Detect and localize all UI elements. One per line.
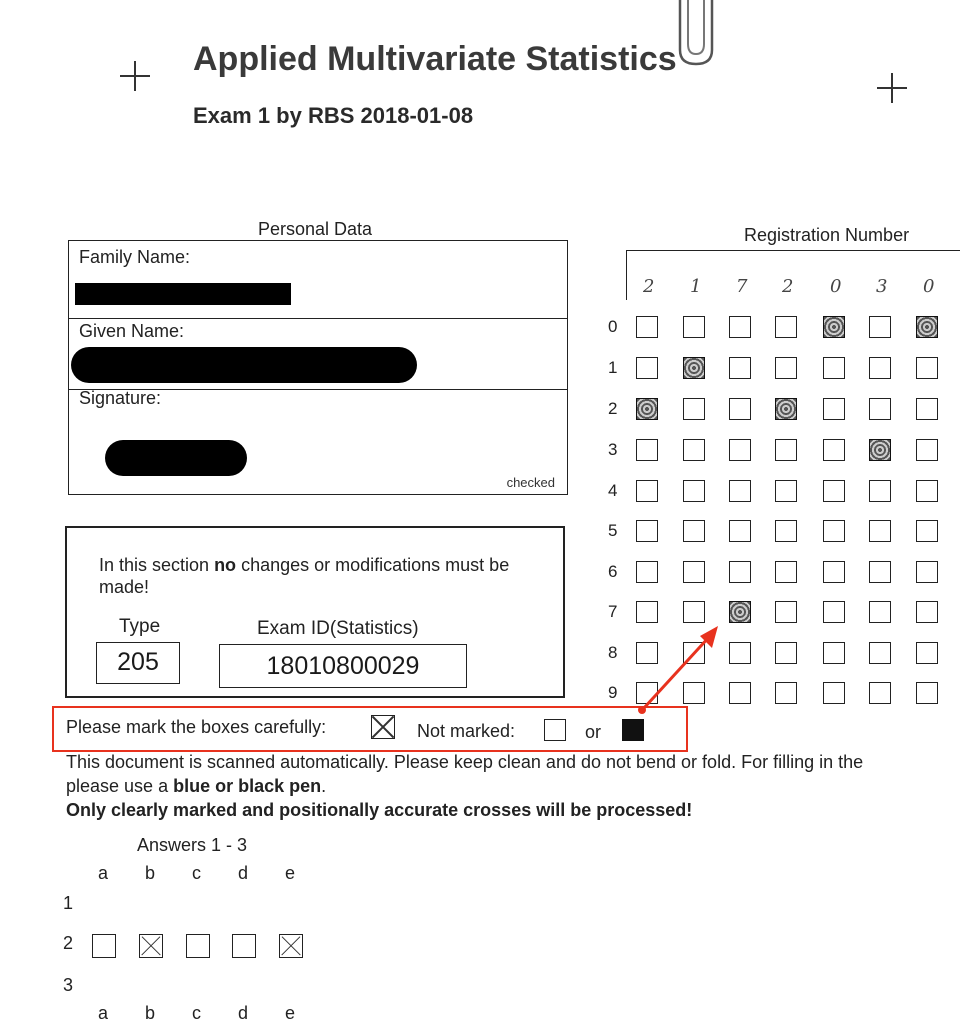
registration-checkbox[interactable] — [823, 357, 845, 379]
registration-checkbox[interactable] — [869, 398, 891, 420]
scan-notice-line1: This document is scanned automatically. Please keep clean and do not bend or fold. For filling in the — [66, 752, 864, 772]
registration-checkbox[interactable] — [869, 601, 891, 623]
registration-checkbox[interactable] — [916, 601, 938, 623]
arrow-icon — [630, 610, 740, 720]
answer-column-label: e — [285, 1003, 296, 1023]
registration-digit: 2 — [643, 276, 655, 297]
registration-number-heading: Registration Number — [744, 225, 910, 245]
registration-row-label: 8 — [608, 643, 618, 662]
registration-checkbox[interactable] — [729, 520, 751, 542]
registration-row-label: 1 — [608, 358, 618, 377]
answer-column-label: c — [192, 1003, 201, 1023]
registration-checkbox[interactable] — [683, 357, 705, 379]
registration-mark-icon — [120, 61, 150, 91]
scan-notice-line2: please use a blue or black pen. — [66, 776, 327, 796]
registration-checkbox[interactable] — [869, 561, 891, 583]
answer-column-label: a — [98, 863, 109, 883]
registration-checkbox[interactable] — [636, 398, 658, 420]
answer-column-label: b — [145, 863, 156, 883]
exam-id-value-box: 18010800029 — [219, 644, 467, 688]
registration-checkbox[interactable] — [775, 682, 797, 704]
registration-checkbox[interactable] — [869, 480, 891, 502]
registration-checkbox[interactable] — [636, 520, 658, 542]
registration-digit: 7 — [736, 276, 748, 297]
marking-instruction-highlight — [52, 706, 688, 752]
marking-instruction-text: Please mark the boxes carefully: — [66, 717, 327, 737]
registration-checkbox[interactable] — [683, 439, 705, 461]
registration-digit: 2 — [782, 276, 794, 297]
personal-data-heading: Personal Data — [258, 219, 373, 239]
personal-data-box — [68, 240, 568, 495]
registration-checkbox[interactable] — [823, 439, 845, 461]
registration-checkbox[interactable] — [823, 398, 845, 420]
locked-section-box — [65, 526, 565, 698]
answer-column-label: d — [238, 863, 249, 883]
registration-checkbox[interactable] — [775, 480, 797, 502]
checked-note: checked — [506, 475, 555, 490]
registration-checkbox[interactable] — [823, 316, 845, 338]
signature-label: Signature: — [79, 388, 162, 408]
registration-checkbox[interactable] — [636, 439, 658, 461]
registration-digit: 0 — [830, 276, 842, 297]
registration-checkbox[interactable] — [916, 520, 938, 542]
registration-row-label: 9 — [608, 683, 618, 702]
registration-checkbox[interactable] — [683, 480, 705, 502]
registration-checkbox[interactable] — [683, 316, 705, 338]
registration-checkbox[interactable] — [729, 439, 751, 461]
registration-checkbox[interactable] — [683, 520, 705, 542]
or-label: or — [585, 722, 602, 742]
answers-heading: Answers 1 - 3 — [137, 835, 248, 855]
answer-checkbox[interactable] — [92, 934, 116, 958]
registration-checkbox[interactable] — [916, 682, 938, 704]
registration-digit: 3 — [876, 276, 888, 297]
answer-checkbox[interactable] — [186, 934, 210, 958]
filled-example-box — [622, 719, 644, 741]
given-name-label: Given Name: — [79, 321, 185, 341]
answer-checkbox[interactable] — [232, 934, 256, 958]
scan-notice-line3: Only clearly marked and positionally accurate crosses will be processed! — [66, 800, 693, 820]
registration-checkbox[interactable] — [729, 357, 751, 379]
answer-column-label: d — [238, 1003, 249, 1023]
redaction-bar — [105, 440, 247, 476]
registration-checkbox[interactable] — [729, 480, 751, 502]
registration-digit: 0 — [923, 276, 935, 297]
registration-checkbox[interactable] — [916, 398, 938, 420]
registration-digit: 1 — [690, 276, 702, 297]
registration-checkbox[interactable] — [775, 601, 797, 623]
registration-checkbox[interactable] — [775, 561, 797, 583]
question-number: 1 — [63, 893, 74, 913]
family-name-label: Family Name: — [79, 247, 191, 267]
registration-checkbox[interactable] — [869, 439, 891, 461]
answer-column-label: c — [192, 863, 201, 883]
registration-checkbox[interactable] — [683, 398, 705, 420]
registration-checkbox[interactable] — [869, 520, 891, 542]
registration-row-label: 7 — [608, 602, 618, 621]
registration-checkbox[interactable] — [916, 642, 938, 664]
registration-row-label: 0 — [608, 317, 618, 336]
family-name-row — [69, 241, 567, 319]
redaction-bar — [71, 347, 417, 383]
registration-checkbox[interactable] — [823, 601, 845, 623]
registration-checkbox[interactable] — [729, 398, 751, 420]
registration-checkbox[interactable] — [729, 561, 751, 583]
answer-column-label: b — [145, 1003, 156, 1023]
registration-row-label: 6 — [608, 562, 618, 581]
registration-checkbox[interactable] — [636, 357, 658, 379]
registration-checkbox[interactable] — [636, 480, 658, 502]
registration-checkbox[interactable] — [775, 439, 797, 461]
marked-example-checkbox — [371, 715, 395, 739]
type-label: Type — [119, 616, 161, 637]
registration-checkbox[interactable] — [775, 357, 797, 379]
registration-checkbox[interactable] — [916, 439, 938, 461]
registration-checkbox[interactable] — [636, 316, 658, 338]
document-title: Applied Multivariate Statistics — [193, 40, 677, 78]
question-number: 2 — [63, 933, 74, 953]
registration-checkbox[interactable] — [916, 561, 938, 583]
question-number: 3 — [63, 975, 74, 995]
document-subtitle: Exam 1 by RBS 2018-01-08 — [193, 103, 474, 128]
registration-row-label: 2 — [608, 399, 618, 418]
registration-checkbox[interactable] — [823, 642, 845, 664]
answer-checkbox[interactable] — [279, 934, 303, 958]
registration-checkbox[interactable] — [916, 480, 938, 502]
registration-checkbox[interactable] — [729, 316, 751, 338]
registration-mark-icon — [877, 73, 907, 103]
registration-checkbox[interactable] — [869, 682, 891, 704]
exam-id-label: Exam ID(Statistics) — [257, 618, 419, 639]
registration-checkbox[interactable] — [775, 642, 797, 664]
registration-checkbox[interactable] — [636, 561, 658, 583]
redaction-bar — [75, 283, 291, 305]
type-value-box: 205 — [96, 642, 180, 684]
registration-checkbox[interactable] — [683, 561, 705, 583]
signature-row — [69, 390, 567, 494]
unmarked-example-checkbox — [544, 719, 566, 741]
registration-checkbox[interactable] — [916, 316, 938, 338]
registration-checkbox[interactable] — [869, 642, 891, 664]
registration-checkbox[interactable] — [823, 480, 845, 502]
registration-checkbox[interactable] — [823, 520, 845, 542]
registration-checkbox[interactable] — [775, 398, 797, 420]
registration-row-label: 3 — [608, 440, 618, 459]
answer-column-label: a — [98, 1003, 109, 1023]
registration-checkbox[interactable] — [775, 520, 797, 542]
registration-checkbox[interactable] — [775, 316, 797, 338]
registration-checkbox[interactable] — [823, 682, 845, 704]
answer-column-label: e — [285, 863, 296, 883]
registration-checkbox[interactable] — [869, 316, 891, 338]
registration-checkbox[interactable] — [916, 357, 938, 379]
registration-checkbox[interactable] — [869, 357, 891, 379]
registration-row-label: 4 — [608, 481, 618, 500]
answer-checkbox[interactable] — [139, 934, 163, 958]
registration-checkbox[interactable] — [823, 561, 845, 583]
registration-row-label: 5 — [608, 521, 618, 540]
locked-section-notice: In this section no changes or modifications must be made! — [99, 555, 510, 597]
paperclip-icon — [670, 0, 726, 70]
not-marked-label: Not marked: — [417, 721, 516, 741]
given-name-row — [69, 319, 567, 390]
